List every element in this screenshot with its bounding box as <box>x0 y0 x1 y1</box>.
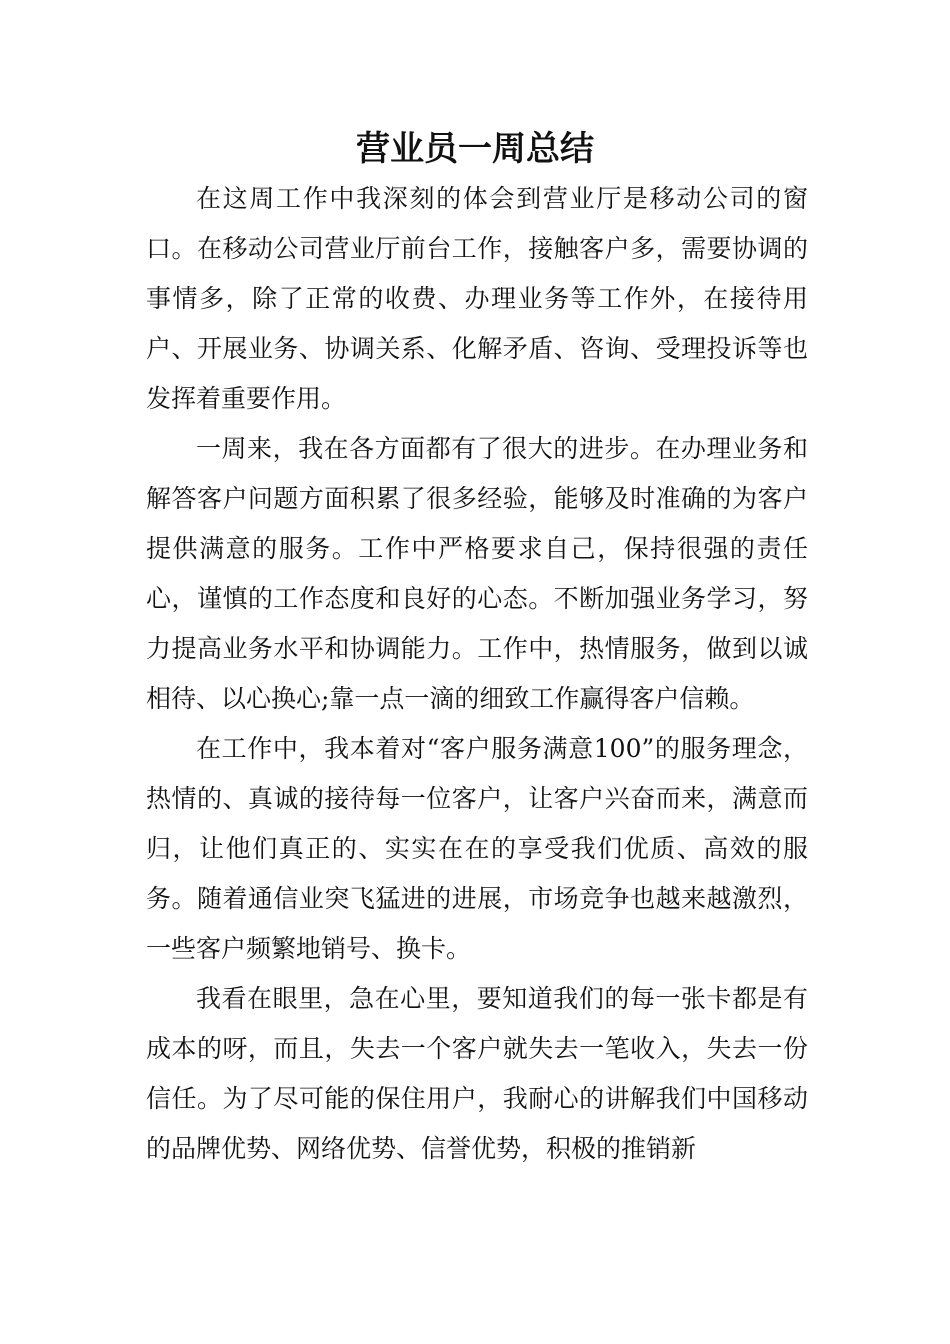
document-body <box>146 174 808 1174</box>
paragraph-3: 在工作中，我本着对“客户服务满意100”的服务理念，热情的、真诚的接待每一位客户，让客户兴奋而来，满意而归，让他们真正的、实实在在的享受我们优质、高效的服务。随着通信业突飞猛进的进展，市场竞争也越来越激烈，一些客户频繁地销号、换卡。 <box>146 734 808 963</box>
document-title: 营业员一周总结 <box>356 129 594 169</box>
paragraph-4: 我看在眼里，急在心里，要知道我们的每一张卡都是有成本的呀，而且，失去一个客户就失去一笔收入，失去一份信任。为了尽可能的保住用户，我耐心的讲解我们中国移动的品牌优势、网络优势、信誉优势，积极的推销新 <box>146 984 808 1163</box>
paragraph-2: 一周来，我在各方面都有了很大的进步。在办理业务和解答客户问题方面积累了很多经验，能够及时准确的为客户提供满意的服务。工作中严格要求自己，保持很强的责任心，谨慎的工作态度和良好的心态。不断加强业务学习，努力提高业务水平和协调能力。工作中，热情服务，做到以诚相待、以心换心;靠一点一滴的细致工作赢得客户信赖。 <box>146 434 808 713</box>
paragraph-1: 在这周工作中我深刻的体会到营业厅是移动公司的窗口。在移动公司营业厅前台工作，接触客户多，需要协调的事情多，除了正常的收费、办理业务等工作外，在接待用户、开展业务、协调关系、化解矛盾、咨询、受理投诉等也发挥着重要作用。 <box>146 184 808 413</box>
